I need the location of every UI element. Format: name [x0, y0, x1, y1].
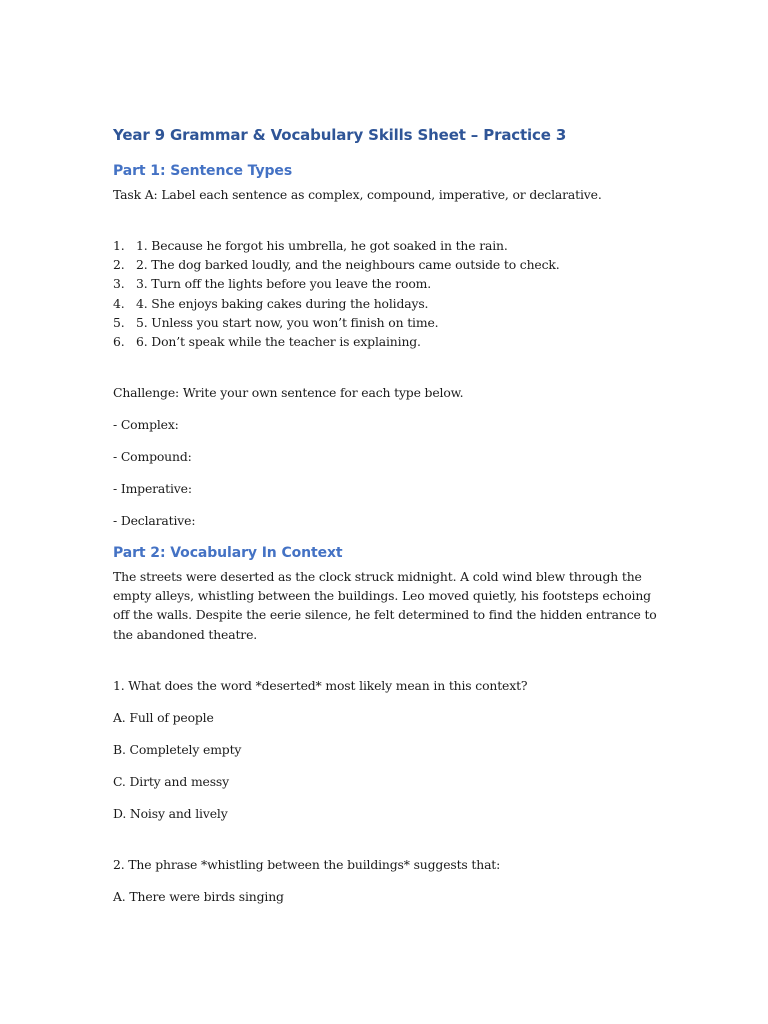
part1-heading: Part 1: Sentence Types	[113, 163, 293, 179]
list-item-number: 2.	[113, 257, 125, 273]
list-item-number: 1.	[113, 238, 125, 253]
q1-option-c: C. Dirty and messy	[113, 774, 229, 789]
prompt-compound: - Compound:	[113, 449, 192, 464]
task-a-instruction: Task A: Label each sentence as complex, compound, imperative, or declarative.	[113, 187, 602, 202]
worksheet-page	[113, 0, 673, 1024]
q1-option-a: A. Full of people	[113, 710, 214, 725]
reading-passage: The streets were deserted as the clock struck midnight. A cold wind blew through the empty alleys, whistling between the buildings. Leo moved quietly, his footsteps echoing off the walls. Despite the eerie silence, he felt determined to find the hidden entrance to the abandoned theatre.	[113, 569, 657, 642]
q1-option-d: D. Noisy and lively	[113, 806, 228, 821]
list-item-text: 5. Unless you start now, you won’t finish on time.	[136, 314, 439, 330]
list-item-text: 1. Because he forgot his umbrella, he got soaked in the rain.	[136, 238, 508, 253]
list-item-text: 4. She enjoys baking cakes during the holidays.	[136, 295, 429, 311]
q2-option-a: A. There were birds singing	[113, 889, 284, 904]
list-item-text: 2. The dog barked loudly, and the neighbours came outside to check.	[136, 257, 560, 273]
prompt-declarative: - Declarative:	[113, 513, 196, 528]
page-title: Year 9 Grammar & Vocabulary Skills Sheet – Practice 3	[113, 126, 567, 144]
question-1: 1. What does the word *deserted* most likely mean in this context?	[113, 678, 528, 693]
list-item-number: 3.	[113, 276, 125, 292]
question-2: 2. The phrase *whistling between the buildings* suggests that:	[113, 857, 501, 872]
list-item-text: 6. Don’t speak while the teacher is explaining.	[136, 333, 421, 349]
list-item-number: 6.	[113, 333, 125, 349]
list-item-number: 5.	[113, 314, 125, 330]
prompt-imperative: - Imperative:	[113, 481, 192, 496]
prompt-complex: - Complex:	[113, 417, 179, 432]
challenge-instruction: Challenge: Write your own sentence for each type below.	[113, 385, 464, 400]
list-item-number: 4.	[113, 295, 125, 311]
q1-option-b: B. Completely empty	[113, 742, 242, 757]
part2-heading: Part 2: Vocabulary In Context	[113, 545, 343, 561]
list-item-text: 3. Turn off the lights before you leave the room.	[136, 276, 432, 292]
